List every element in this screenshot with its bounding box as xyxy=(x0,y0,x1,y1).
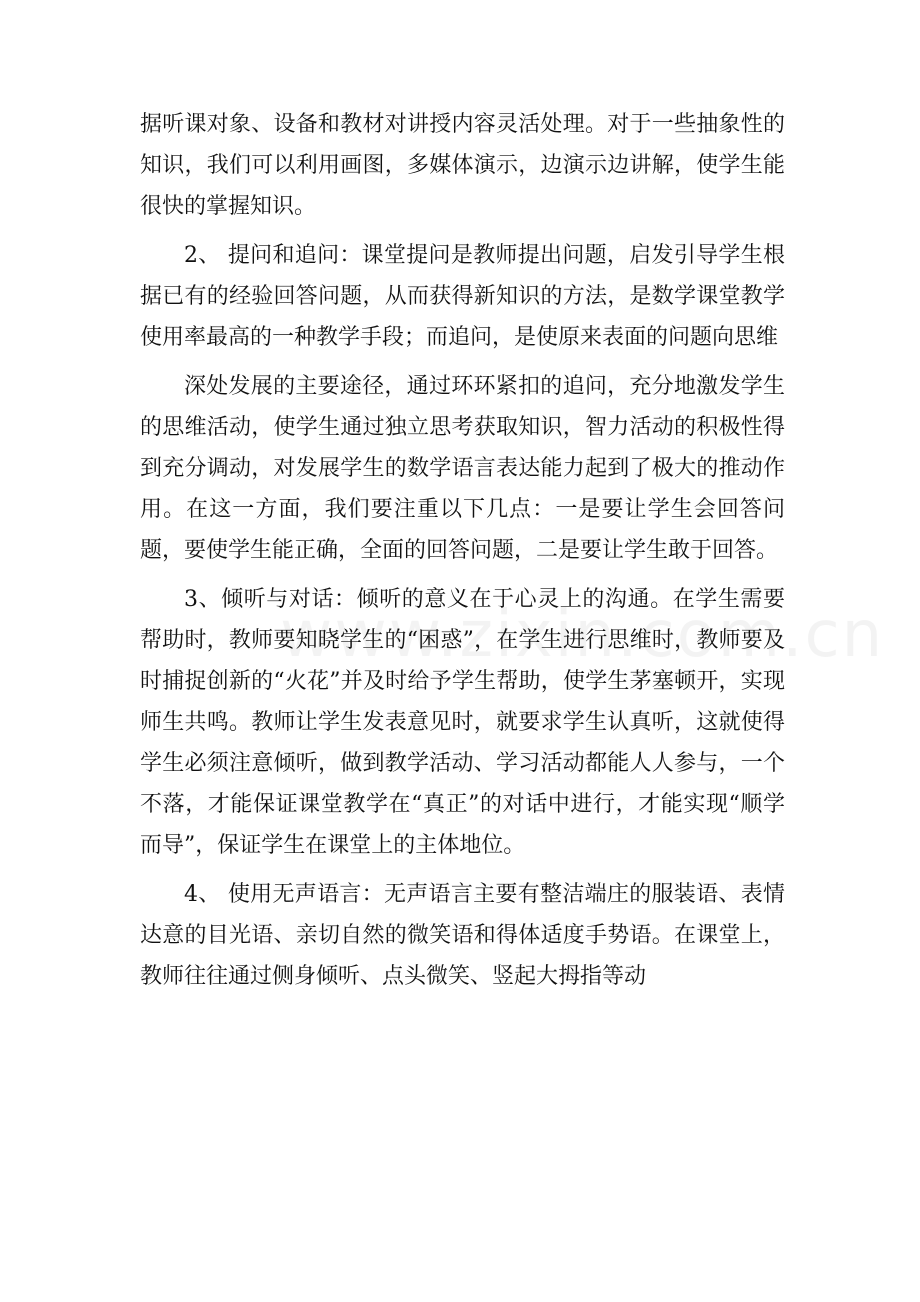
paragraph-questioning: 2、 提问和追问：课堂提问是教师提出问题，启发引导学生根据已有的经验回答问题，从而获得新知识的方法，是数学课堂教学使用率最高的一种教学手段；而追问，是使原来表面的问题向思维 xyxy=(140,243,785,350)
paragraph-listening-dialogue: 3、倾听与对话：倾听的意义在于心灵上的沟通。在学生需要帮助时，教师要知晓学生的“困惑”，在学生进行思维时，教师要及时捕捉创新的“火花”并及时给予学生帮助，使学生茅塞顿开，实现师生共鸣。教师让学生发表意见时，就要求学生认真听，这就使得学生必须注意倾听，做到教学活动、学习活动都能人人参与，一个不落，才能保证课堂教学在“真正”的对话中进行，才能实现“顺学而导”，保证学生在课堂上的主体地位。 xyxy=(140,587,785,858)
paragraph-silent-language: 4、 使用无声语言：无声语言主要有整洁端庄的服装语、表情达意的目光语、亲切自然的微笑语和得体适度手势语。在课堂上，教师往往通过侧身倾听、点头微笑、竖起大拇指等动 xyxy=(140,882,785,989)
document-body xyxy=(140,104,785,1005)
paragraph-questioning-continued: 深处发展的主要途径，通过环环紧扣的追问，充分地激发学生的思维活动，使学生通过独立思考获取知识，智力活动的积极性得到充分调动，对发展学生的数学语言表达能力起到了极大的推动作用。在这一方面，我们要注重以下几点：一是要让学生会回答问题，要使学生能正确，全面的回答问题，二是要让学生敢于回答。 xyxy=(140,374,785,563)
paragraph-continuation: 据听课对象、设备和教材对讲授内容灵活处理。对于一些抽象性的知识，我们可以利用画图，多媒体演示，边演示边讲解，使学生能很快的掌握知识。 xyxy=(140,112,785,219)
